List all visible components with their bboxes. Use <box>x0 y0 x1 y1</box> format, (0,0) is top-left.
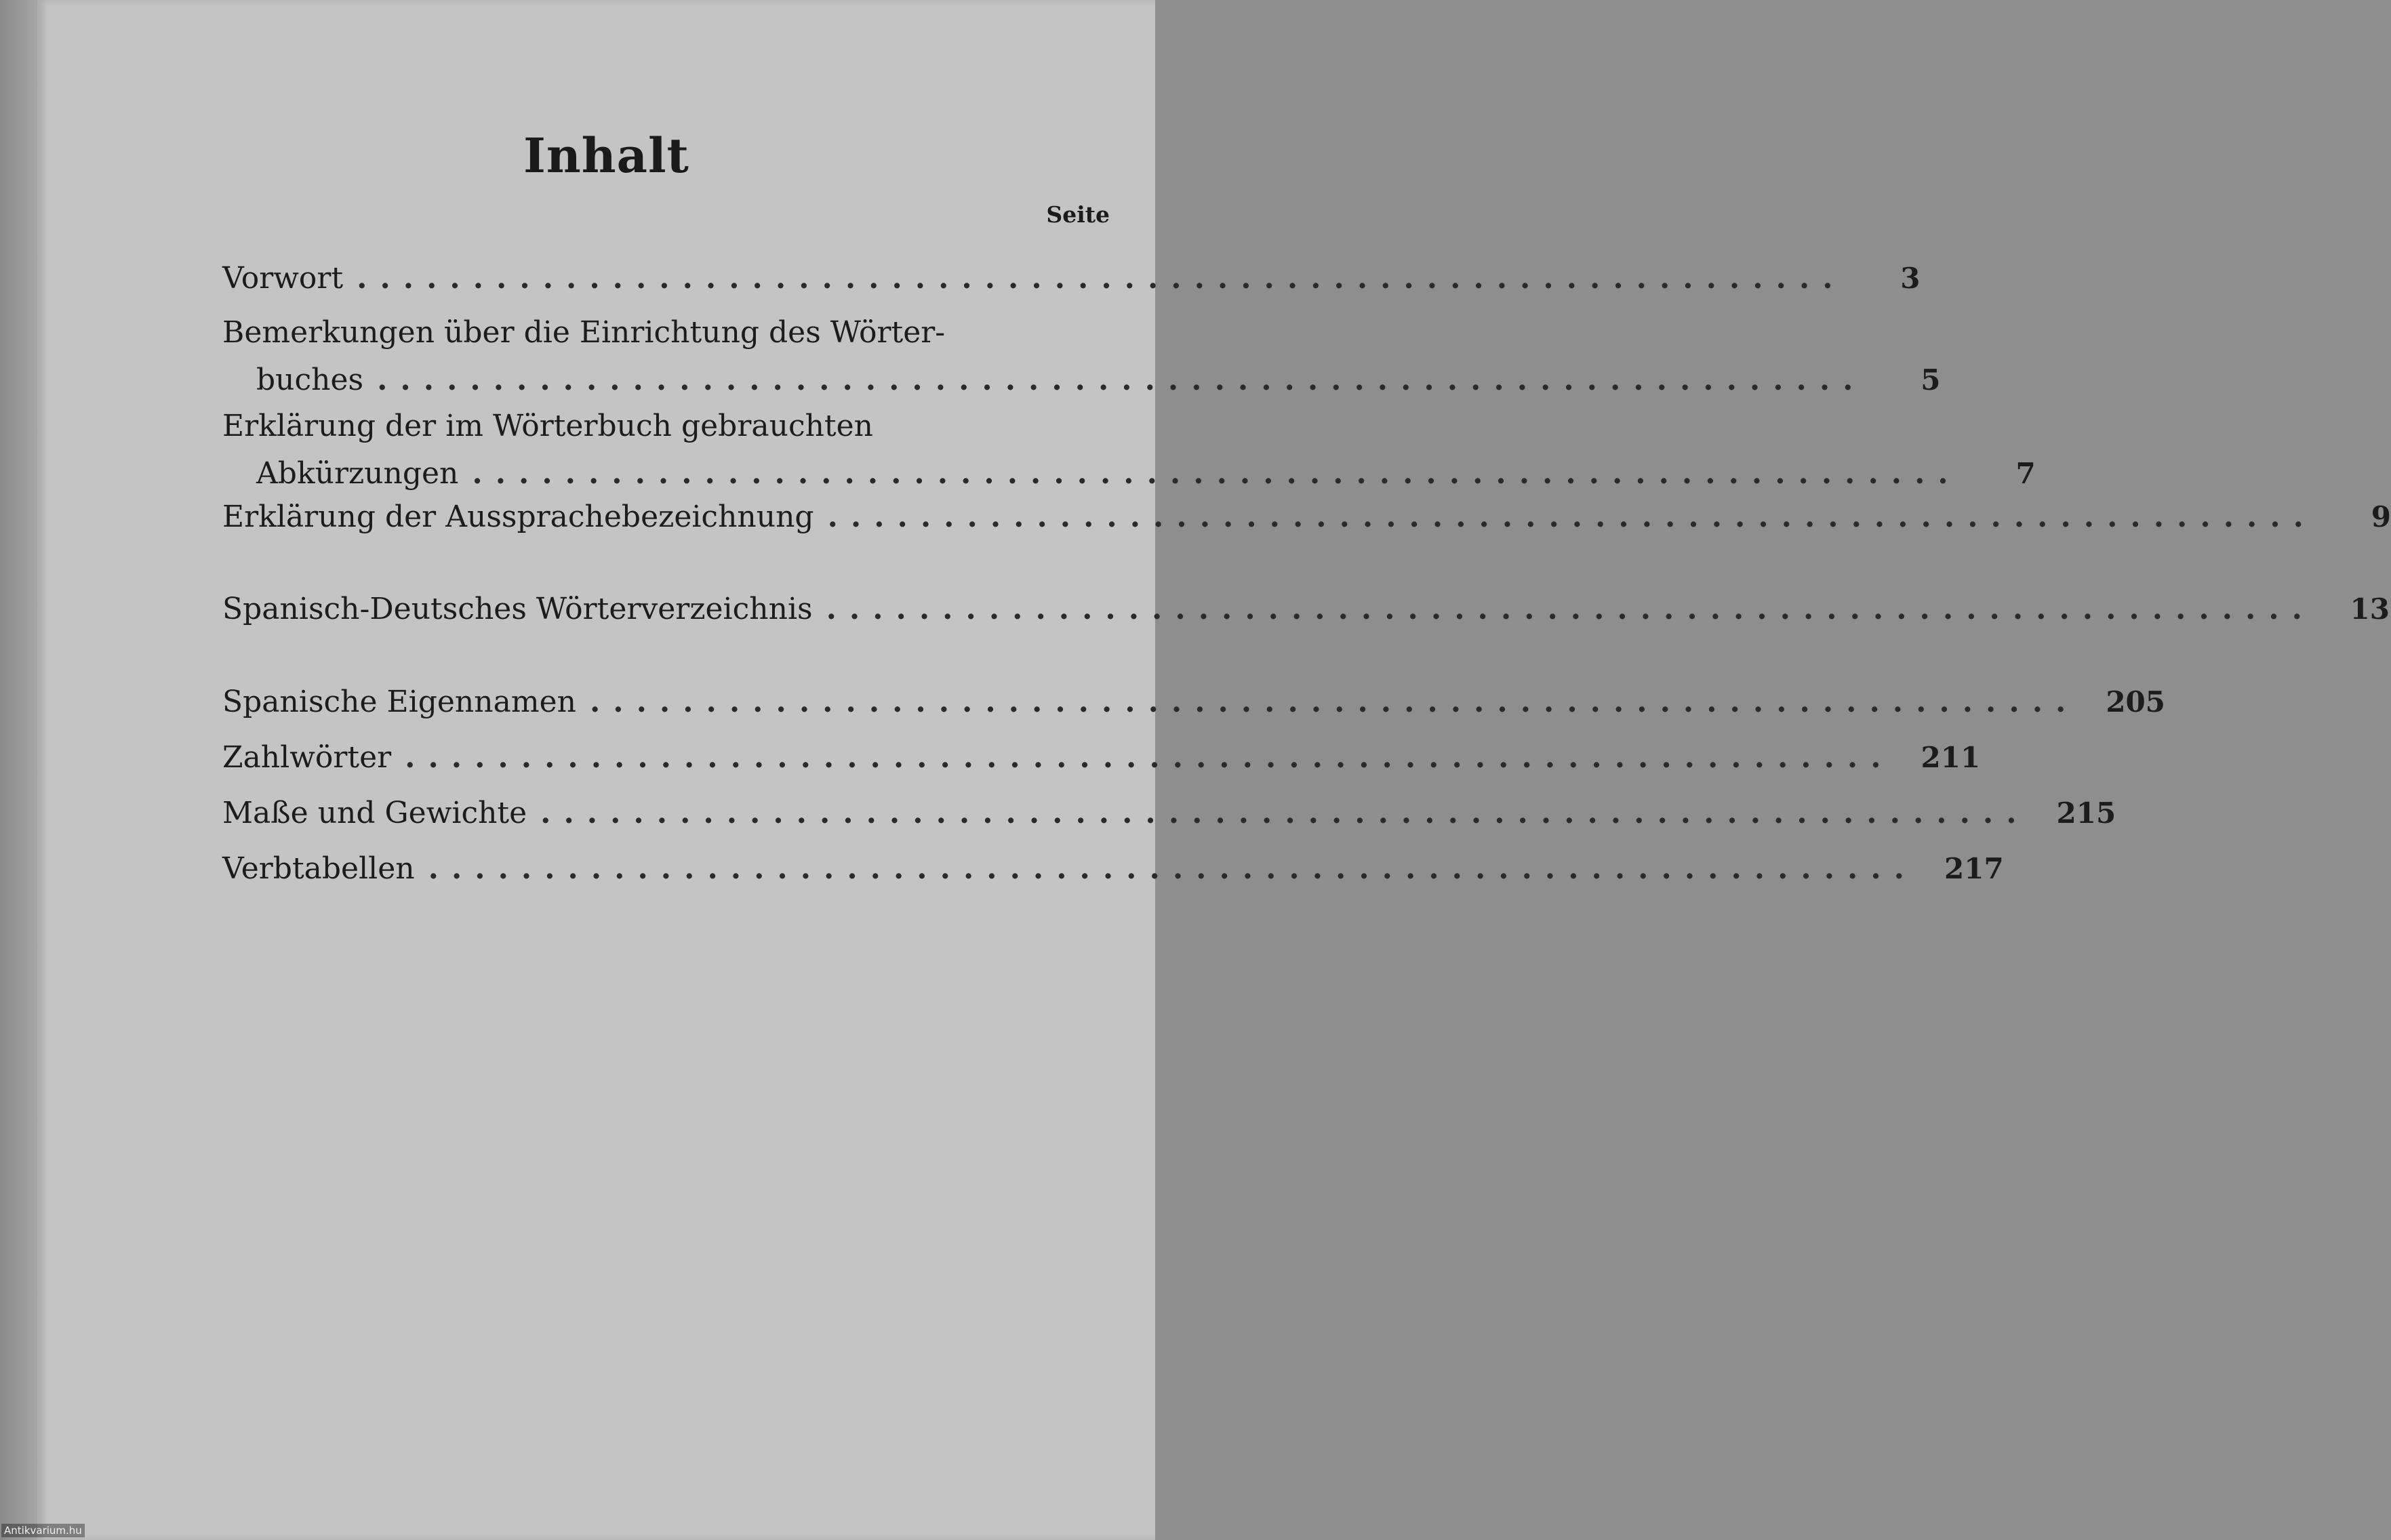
toc-page-number: 217 <box>1944 852 2004 885</box>
leader-dots: ................................................................ <box>540 796 2030 830</box>
watermark-credit: Antikvarium.hu <box>1 1524 85 1537</box>
toc-entry-title: Vorwort <box>222 261 344 296</box>
page-title: Inhalt <box>523 127 689 184</box>
toc-entry-masse[interactable] <box>222 796 2116 843</box>
toc-entry-title: Spanisch-Deutsches Wörterverzeichnis <box>222 592 813 626</box>
page-column-header: Seite <box>1046 201 1110 228</box>
toc-entry-title-continued: buches <box>256 363 364 397</box>
toc-entry-title: Spanische Eigennamen <box>222 685 576 719</box>
leader-dots: ................................................................ <box>472 456 1961 491</box>
toc-entry-eigennamen[interactable] <box>222 685 2165 732</box>
toc-entry-woerterverzeichnis[interactable] <box>222 592 2390 639</box>
toc-entry-title-continued: Abkürzungen <box>256 456 459 491</box>
leader-dots: ................................................................ <box>827 500 2316 534</box>
toc-entry-aussprache[interactable] <box>222 500 2391 547</box>
leader-dots: ................................................................ <box>826 592 2315 626</box>
toc-entry-zahlwoerter[interactable] <box>222 740 1981 788</box>
toc-page-number: 3 <box>1900 262 1921 295</box>
toc-page-number: 9 <box>2371 500 2391 533</box>
toc-entry-bemerkungen[interactable] <box>222 315 1941 410</box>
toc-entry-vorwort[interactable] <box>222 261 1921 308</box>
toc-page-number: 205 <box>2106 685 2165 718</box>
leader-dots: ................................................................ <box>405 740 1894 775</box>
toc-entry-title: Verbtabellen <box>222 851 415 886</box>
toc-page-number: 13 <box>2350 592 2390 626</box>
toc-entry-title: Erklärung der Aussprachebezeichnung <box>222 500 814 534</box>
book-page <box>37 0 2391 1540</box>
toc-page-number: 211 <box>1921 741 1981 774</box>
toc-entry-title: Maße und Gewichte <box>222 796 527 830</box>
toc-page-number: 7 <box>2015 457 2036 490</box>
toc-entry-title: Zahlwörter <box>222 740 392 775</box>
leader-dots: ................................................................ <box>357 261 1846 296</box>
toc-entry-verbtabellen[interactable] <box>222 851 2004 899</box>
toc-entry-title: Bemerkungen über die Einrichtung des Wörter- <box>222 315 946 350</box>
leader-dots: ................................................................ <box>377 363 1866 397</box>
leader-dots: ................................................................ <box>589 685 2079 719</box>
toc-entry-title: Erklärung der im Wörterbuch gebrauchten <box>222 409 873 443</box>
book-spine <box>0 0 42 1540</box>
toc-entry-abkuerzungen[interactable] <box>222 409 2036 504</box>
toc-page-number: 5 <box>1921 363 1941 397</box>
toc-page-number: 215 <box>2056 796 2116 830</box>
leader-dots: ................................................................ <box>428 851 1917 886</box>
